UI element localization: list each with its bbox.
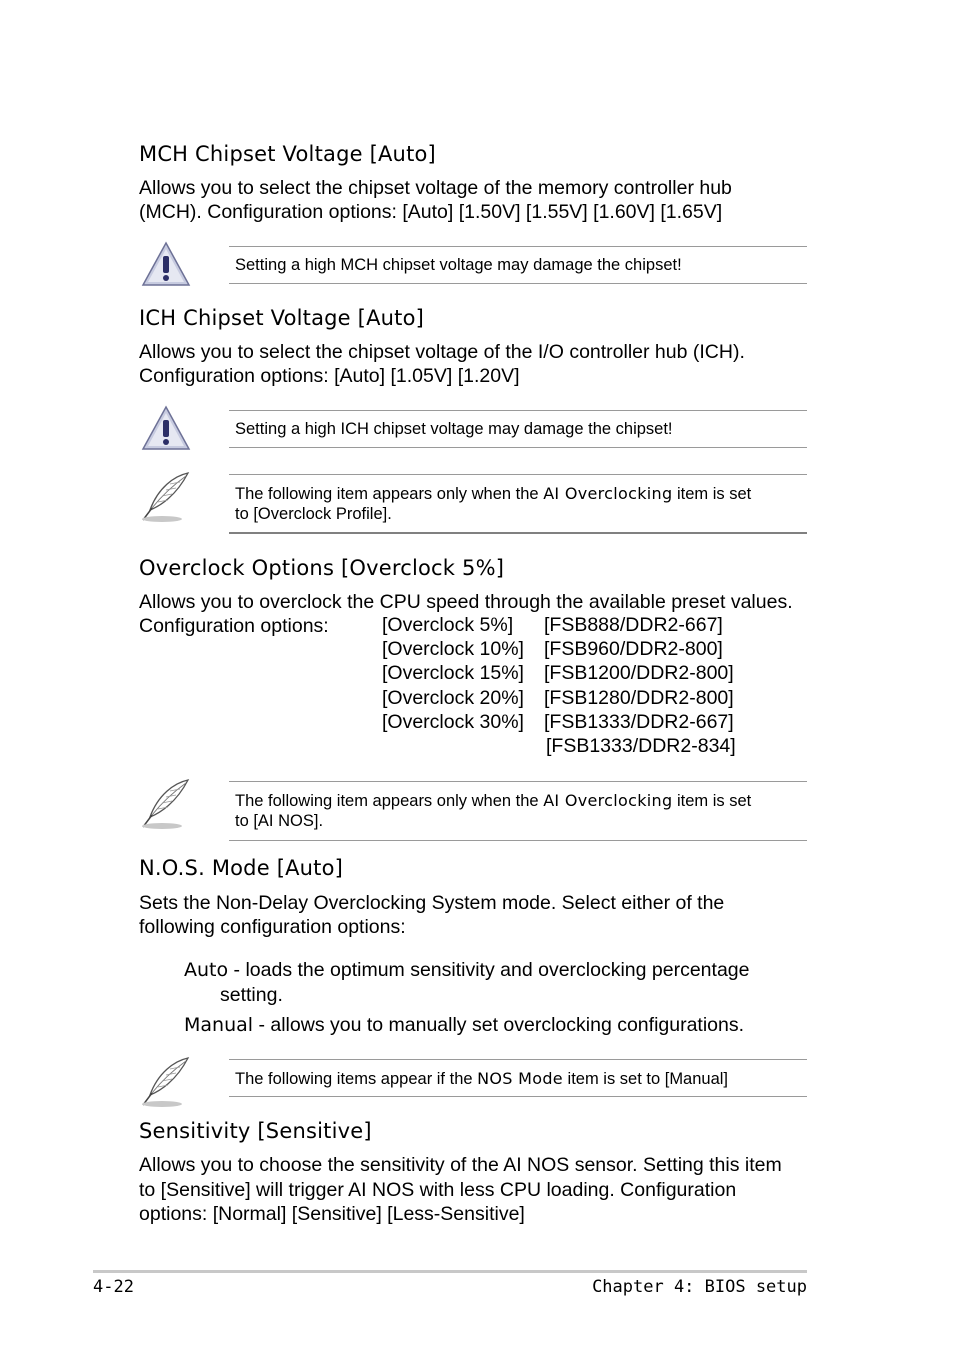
note3-pre: The following items appear if the [235,1070,478,1088]
note-rule-bottom [229,532,807,534]
ich-warning-text: Setting a high ICH chipset voltage may damage the chipset! [235,420,673,438]
overclock-option-pct: [Overclock 20%] [382,687,524,709]
warning-rule-top [229,246,807,247]
warning-icon [140,404,192,452]
nos-manual-item [184,1013,744,1037]
note2-term: AI Overclocking [543,791,673,810]
mch-description-line2: (MCH). Configuration options: [Auto] [1.50V] [1.55V] [1.60V] [1.65V] [139,201,723,223]
overclock-option-fsb: [FSB1200/DDR2-800] [544,662,734,684]
ich-description-line1: Allows you to select the chipset voltage of the I/O controller hub (ICH). [139,341,745,363]
section-title-sensitivity: Sensitivity [Sensitive] [139,1119,372,1143]
sensitivity-description-line1: Allows you to choose the sensitivity of the AI NOS sensor. Setting this item [139,1154,782,1176]
mch-warning-text: Setting a high MCH chipset voltage may damage the chipset! [235,256,682,274]
note-rule-top [229,781,807,782]
note-rule-bottom [229,1096,807,1097]
note1-line1 [235,483,751,505]
overclock-option-pct: [Overclock 10%] [382,638,524,660]
feather-note-icon [140,1055,194,1109]
section-title-mch: MCH Chipset Voltage [Auto] [139,142,436,166]
nos-auto-item [184,958,749,982]
nos-auto-desc: - loads the optimum sensitivity and overclocking percentage [228,959,750,981]
nos-manual-term: Manual [184,1014,254,1036]
note3-line1 [235,1068,728,1090]
sensitivity-description-line2: to [Sensitive] will trigger AI NOS with less CPU loading. Configuration [139,1179,737,1201]
footer-page-number: 4-22 [93,1277,134,1297]
note2-line2: to [AI NOS]. [235,812,324,830]
nos-auto-desc-line2: setting. [220,984,283,1006]
nos-manual-desc: - allows you to manually set overclocking configurations. [253,1014,745,1036]
warning-rule-bottom [229,447,807,448]
nos-description-line1: Sets the Non-Delay Overclocking System mode. Select either of the [139,892,725,914]
note3-term: NOS Mode [477,1069,563,1088]
footer-rule [93,1270,807,1273]
note3-post: item is set to [Manual] [562,1070,729,1088]
overclock-option-fsb: [FSB960/DDR2-800] [544,638,723,660]
note2-post: item is set [672,792,752,810]
overclock-config-label: Configuration options: [139,615,329,637]
note-rule-top [229,474,807,475]
overclock-option-fsb: [FSB888/DDR2-667] [544,614,723,636]
overclock-option-fsb: [FSB1280/DDR2-800] [544,687,734,709]
feather-note-icon [140,470,194,524]
note-rule-bottom [229,840,807,841]
nos-auto-term: Auto [184,959,229,981]
overclock-option-pct: [Overclock 15%] [382,662,524,684]
sensitivity-description-line3: options: [Normal] [Sensitive] [Less-Sensitive] [139,1203,525,1225]
mch-description-line1: Allows you to select the chipset voltage of the memory controller hub [139,177,732,199]
note1-line2: to [Overclock Profile]. [235,505,392,523]
overclock-option-fsb: [FSB1333/DDR2-834] [546,735,736,757]
note2-pre: The following item appears only when the [235,792,544,810]
warning-rule-top [229,410,807,411]
overclock-option-pct: [Overclock 5%] [382,614,514,636]
overclock-option-fsb: [FSB1333/DDR2-667] [544,711,734,733]
note1-post: item is set [672,485,752,503]
section-title-ich: ICH Chipset Voltage [Auto] [139,306,425,330]
note2-line1 [235,790,751,812]
feather-note-icon [140,777,194,831]
footer-chapter: Chapter 4: BIOS setup [592,1277,807,1297]
warning-icon [140,240,192,288]
note1-term: AI Overclocking [543,484,673,503]
section-title-overclock: Overclock Options [Overclock 5%] [139,556,505,580]
overclock-description-line1: Allows you to overclock the CPU speed through the available preset values. [139,591,793,613]
overclock-option-pct: [Overclock 30%] [382,711,524,733]
note-rule-top [229,1059,807,1060]
nos-description-line2: following configuration options: [139,916,406,938]
warning-rule-bottom [229,283,807,284]
section-title-nos: N.O.S. Mode [Auto] [139,856,344,880]
note1-pre: The following item appears only when the [235,485,544,503]
ich-description-line2: Configuration options: [Auto] [1.05V] [1.20V] [139,365,520,387]
